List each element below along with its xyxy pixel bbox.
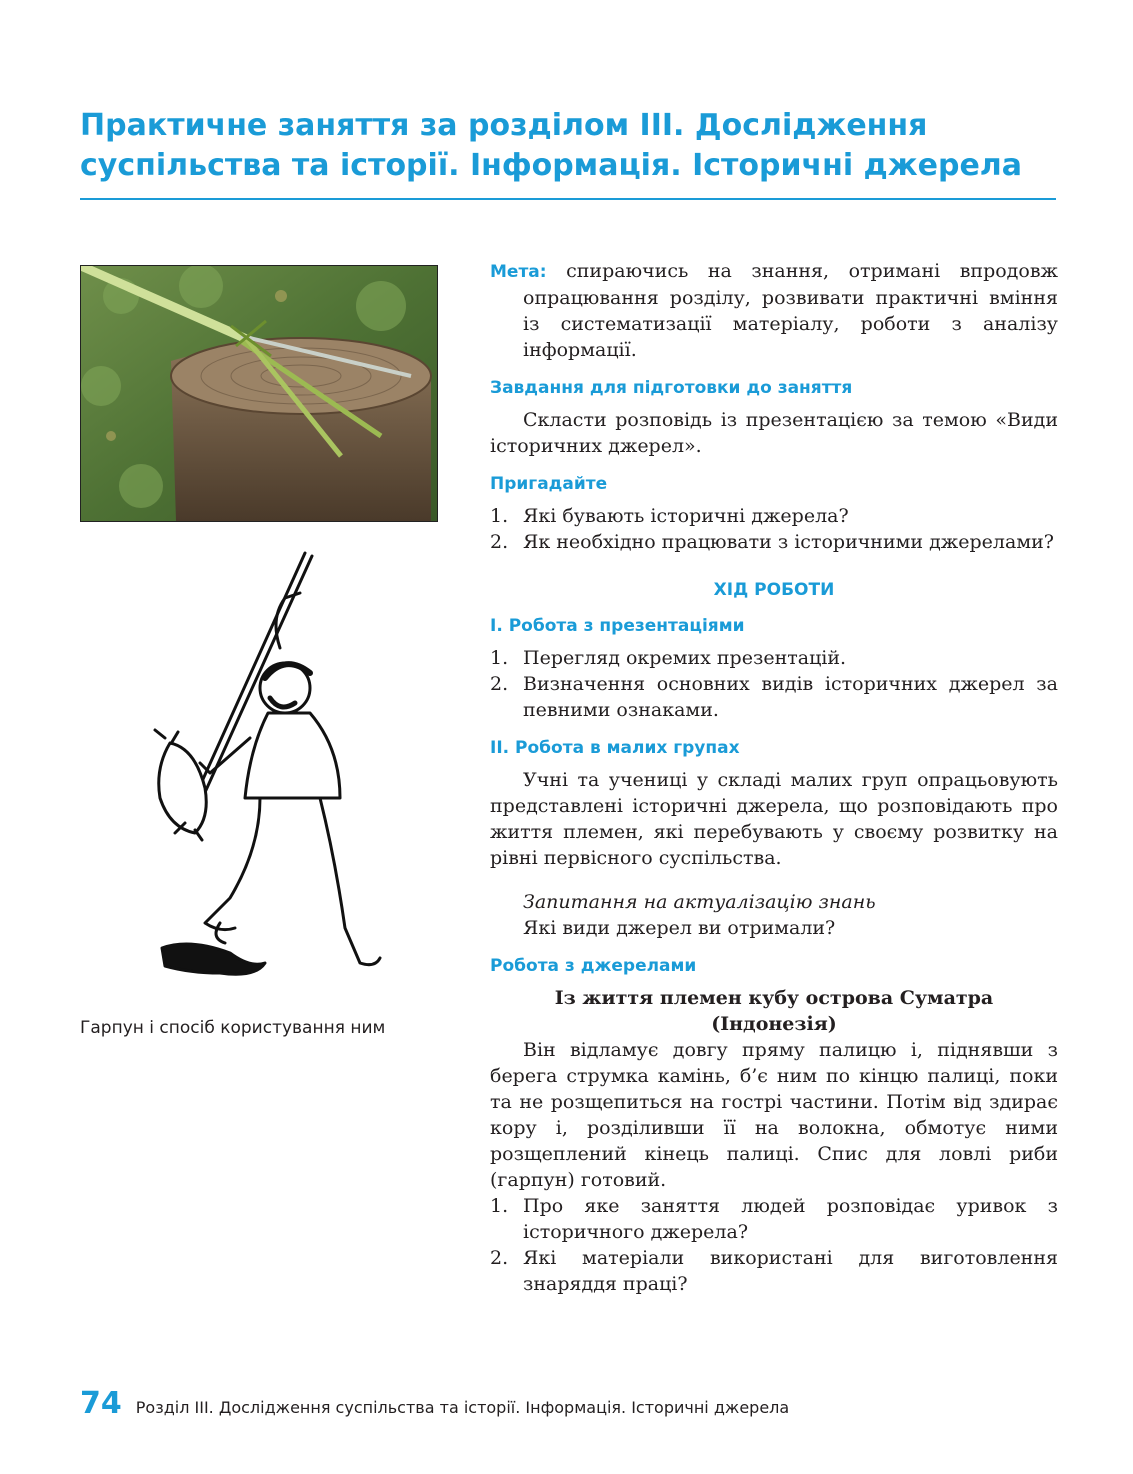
list-item	[490, 1245, 1058, 1297]
title-underline	[80, 198, 1056, 200]
goal-text: спираючись на знання, отримані впродовж опрацювання розділу, розвивати практичні вміння із систематизації матеріалу, роботи з аналізу інформації.	[523, 260, 1058, 361]
harpoon-fisher-drawing	[150, 548, 400, 998]
part2-text: Учні та учениці у складі малих груп опрацьовують представлені історичні джерела, що розповідають про життя племен, які перебувають у своєму розвитку на рівні первісного суспільства.	[490, 769, 1058, 869]
question-text: Які види джерел ви отримали?	[523, 917, 836, 939]
goal-label: Мета:	[490, 262, 547, 282]
image-caption: Гарпун і спосіб користування ним	[80, 1018, 386, 1038]
source-title: Із життя племен кубу острова Суматра (Індонезія)	[554, 987, 994, 1035]
recall-heading: Пригадайте	[490, 474, 608, 494]
harpoon-photo	[80, 265, 438, 522]
page-title: Практичне заняття за розділом ІІІ. Дослідження суспільства та історії. Інформація. Історичні джерела	[80, 108, 1023, 183]
part2-heading: ІІ. Робота в малих групах	[490, 738, 740, 758]
list-number: 1.	[490, 505, 509, 527]
page-footer	[80, 1386, 789, 1426]
list-item	[490, 645, 1058, 671]
list-text: Визначення основних видів історичних джерел за певними ознаками.	[523, 673, 1058, 721]
recall-list	[490, 503, 1058, 555]
part1-heading: І. Робота з презентаціями	[490, 616, 745, 636]
part1-list	[490, 645, 1058, 723]
prep-heading: Завдання для підготовки до заняття	[490, 378, 853, 398]
list-number: 2.	[490, 1247, 509, 1269]
list-text: Які матеріали використані для виготовлення знаряддя праці?	[523, 1247, 1058, 1295]
list-item	[490, 529, 1058, 555]
list-number: 1.	[490, 647, 509, 669]
sources-heading: Робота з джерелами	[490, 956, 697, 976]
list-item	[490, 503, 1058, 529]
footer-chapter-text: Розділ ІІІ. Дослідження суспільства та історії. Інформація. Історичні джерела	[135, 1398, 790, 1417]
sources-list	[490, 1193, 1058, 1297]
content-column	[490, 258, 1058, 1297]
prep-text: Скласти розповідь із презентацією за темою «Види історичних джерел».	[490, 409, 1058, 457]
list-item	[490, 671, 1058, 723]
list-number: 1.	[490, 1195, 509, 1217]
list-number: 2.	[490, 673, 509, 695]
goal-paragraph	[490, 258, 1058, 363]
list-text: Які бувають історичні джерела?	[523, 505, 849, 527]
question-label: Запитання на актуалізацію знань	[523, 891, 876, 913]
list-text: Як необхідно працювати з історичними джерелами?	[523, 531, 1054, 553]
list-text: Перегляд окремих презентацій.	[523, 647, 847, 669]
source-text: Він відламує довгу пряму палицю і, піднявши з берега струмка камінь, б’є ним по кінцю палиці, поки та не розщепиться на гострі частини. Потім від здирає кору і, розділивши її на волокна, обмотує ними розщеплений кінець палиці. Спис для ловлі риби (гарпун) готовий.	[490, 1039, 1058, 1191]
page-number: 74	[80, 1386, 122, 1421]
list-text: Про яке заняття людей розповідає уривок з історичного джерела?	[523, 1195, 1058, 1243]
list-item	[490, 1193, 1058, 1245]
list-number: 2.	[490, 531, 509, 553]
progress-heading: ХІД РОБОТИ	[713, 580, 835, 600]
